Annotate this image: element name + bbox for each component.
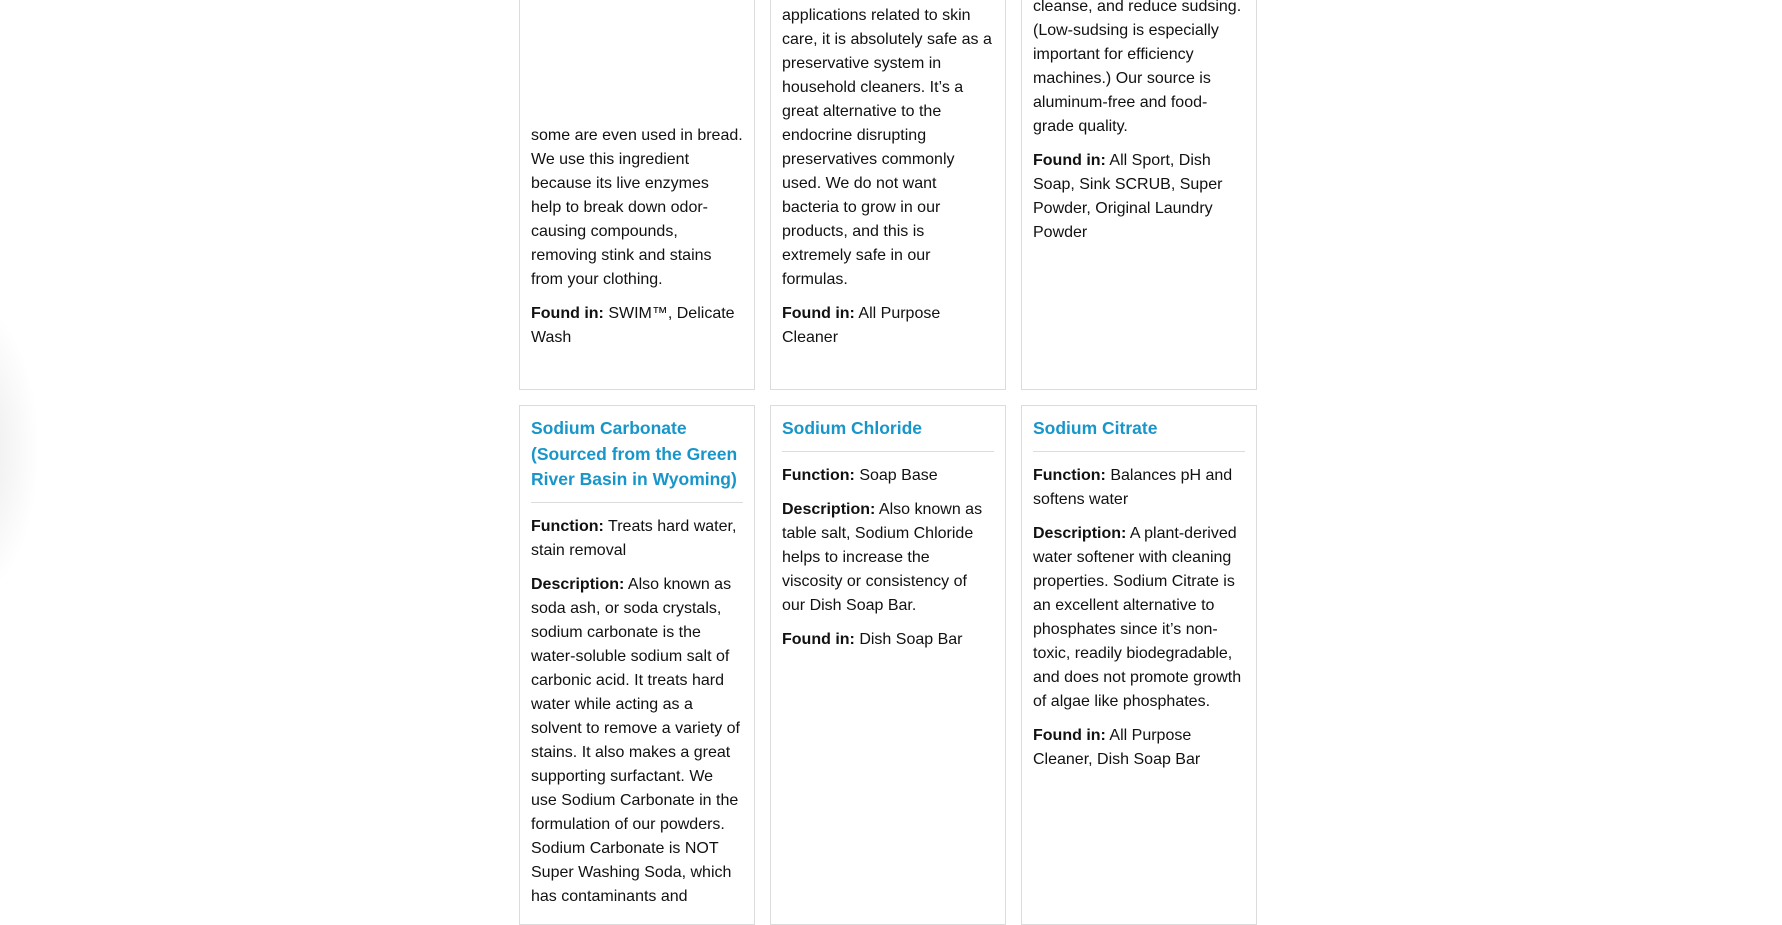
ingredient-found-in (1033, 149, 1245, 245)
function-label: Function: (782, 466, 855, 484)
ingredient-description (782, 498, 994, 618)
ingredient-found-in (1033, 724, 1245, 772)
description-value: Also known as soda ash, or soda crystals, sodium carbonate is the water-soluble sodium salt of carbonic acid. It treats hard water while acting as a solvent to remove a variety of stains. It also makes a great supporting surfactant. We use Sodium Carbonate in the formulation of our powders. Sodium Carbonate is NOT Super Washing Soda, which has contaminants and (531, 575, 740, 905)
function-value: Treats hard water, stain removal (531, 517, 737, 559)
ingredient-card (770, 405, 1006, 925)
function-value: Balances pH and softens water (1033, 466, 1233, 508)
ingredient-title: Sodium Carbonate (Sourced from the Green River Basin in Wyoming) (531, 416, 743, 503)
function-label: Function: (531, 517, 604, 535)
ingredient-description: cleanse, and reduce sudsing. (Low-sudsing is especially important for efficiency machines.) Our source is aluminum-free and food-grade quality. (1033, 0, 1242, 135)
found-in-value: SWIM™, Delicate Wash (531, 305, 735, 346)
ingredient-description: applications related to skin care, it is absolutely safe as a preservative system in household cleaners. It’s a great alternative to the endocrine disrupting preservatives commonly used. We do not want bacteria to grow in our products, and this is extremely safe in our formulas. (782, 7, 992, 288)
description-label: Description: (782, 500, 876, 518)
description-value: A plant-derived water softener with cleaning properties. Sodium Citrate is an excellent alternative to phosphates since it’s non-toxic, readily biodegradable, and does not promote growth of algae like phosphates. (1033, 524, 1242, 710)
found-in-value: All Purpose Cleaner (782, 305, 941, 346)
ingredient-title: Sodium Citrate (1033, 416, 1245, 452)
ingredient-card (1021, 0, 1257, 390)
ingredient-function (1033, 464, 1245, 512)
ingredient-title: Sodium Chloride (782, 416, 994, 452)
ingredient-function (531, 515, 743, 563)
description-value: Also known as table salt, Sodium Chloride helps to increase the viscosity or consistency of our Dish Soap Bar. (782, 500, 983, 614)
description-label: Description: (1033, 524, 1127, 542)
ingredient-card (519, 0, 755, 390)
ingredient-description: some are even used in bread. We use this ingredient because its live enzymes help to break down odor-causing compounds, removing stink and stains from your clothing. (531, 127, 743, 288)
found-in-value: All Purpose Cleaner, Dish Soap Bar (1033, 726, 1201, 768)
ingredient-description (531, 573, 743, 909)
ingredient-description (1033, 522, 1245, 714)
function-value: Soap Base (859, 466, 938, 484)
function-label: Function: (1033, 466, 1106, 484)
ingredient-card (1021, 405, 1257, 925)
found-in-label: Found in: (531, 305, 604, 322)
found-in-label: Found in: (1033, 726, 1106, 744)
ingredient-function (782, 464, 994, 488)
description-label: Description: (531, 575, 625, 593)
found-in-value: Dish Soap Bar (859, 630, 963, 648)
ingredient-card (770, 0, 1006, 390)
ingredient-found-in (782, 628, 994, 652)
ingredient-found-in (782, 302, 994, 350)
ingredient-card (519, 405, 755, 925)
found-in-label: Found in: (1033, 152, 1106, 169)
found-in-value: All Sport, Dish Soap, Sink SCRUB, Super Powder, Original Laundry Powder (1033, 152, 1223, 241)
found-in-label: Found in: (782, 305, 855, 322)
ingredient-found-in (531, 302, 743, 350)
found-in-label: Found in: (782, 630, 855, 648)
